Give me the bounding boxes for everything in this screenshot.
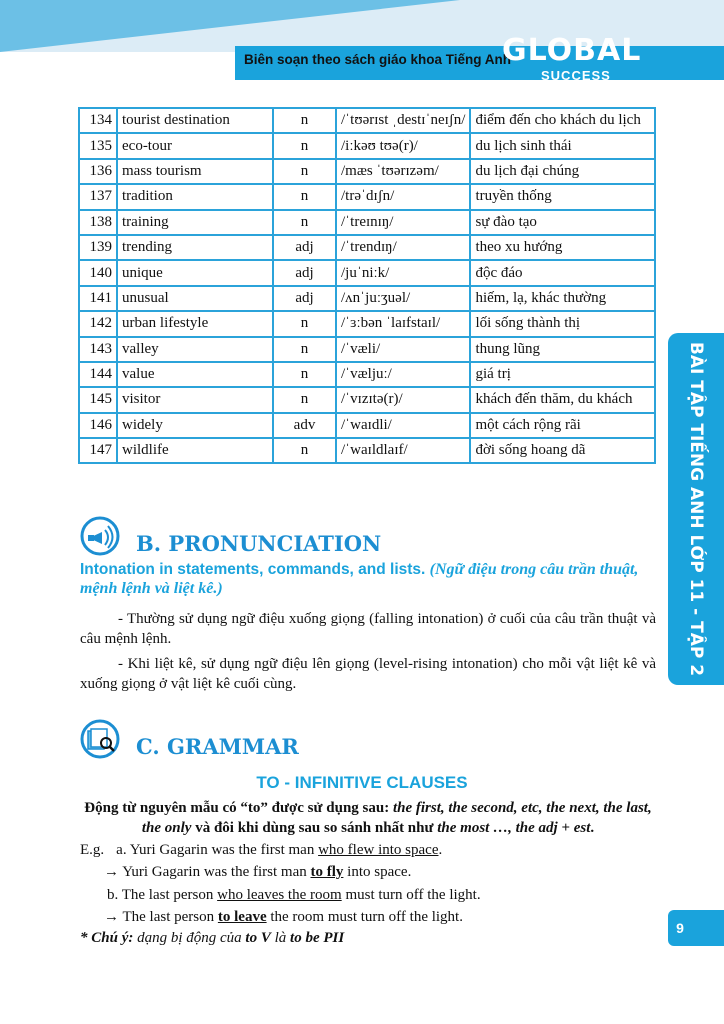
row-word: training: [117, 210, 273, 235]
example-label: b.: [107, 887, 119, 903]
row-word: mass tourism: [117, 159, 273, 184]
row-part-of-speech: n: [273, 184, 336, 209]
row-meaning: thung lũng: [470, 337, 655, 362]
page-number: 9: [676, 920, 684, 936]
row-number: 138: [79, 210, 117, 235]
para-2-text: - Khi liệt kê, sử dụng ngữ điệu lên giọng (level-rising intonation) cho mỗi vật liệt kê và xuống giọng ở vật liệt kê cuối cùng.: [80, 656, 656, 692]
vocabulary-table: [78, 107, 656, 464]
example-b: [107, 885, 481, 905]
row-word: trending: [117, 235, 273, 260]
example-b-rewrite: [104, 907, 463, 927]
side-tab: [668, 333, 724, 685]
example-label: a.: [116, 842, 127, 858]
example-text: the room must turn off the light.: [266, 909, 463, 925]
table-row: [79, 387, 655, 412]
row-meaning: du lịch đại chúng: [470, 159, 655, 184]
example-text: The last person: [122, 909, 218, 925]
pronunciation-subheading: [80, 560, 660, 598]
row-meaning: độc đáo: [470, 260, 655, 285]
row-part-of-speech: n: [273, 108, 336, 133]
side-tab-label: BÀI TẬP TIẾNG ANH LỚP 11 - TẬP 2: [686, 341, 706, 677]
row-part-of-speech: adj: [273, 235, 336, 260]
row-pronunciation: /ˈwaɪldlaɪf/: [336, 438, 470, 463]
grammar-book-icon: [80, 719, 120, 759]
row-pronunciation: /ˈvæljuː/: [336, 362, 470, 387]
example-text: into space.: [343, 864, 412, 880]
example-text: Yuri Gagarin was the first man: [122, 864, 311, 880]
row-meaning: khách đến thăm, du khách: [470, 387, 655, 412]
row-part-of-speech: n: [273, 133, 336, 158]
row-pronunciation: /trəˈdɪʃn/: [336, 184, 470, 209]
row-pronunciation: /mæs ˈtʊərɪzəm/: [336, 159, 470, 184]
row-word: urban lifestyle: [117, 311, 273, 336]
pronunciation-para-1: [80, 609, 656, 649]
table-row: [79, 260, 655, 285]
row-number: 135: [79, 133, 117, 158]
example-text: must turn off the light.: [341, 887, 481, 903]
row-word: unique: [117, 260, 273, 285]
row-number: 144: [79, 362, 117, 387]
table-row: [79, 108, 655, 133]
row-part-of-speech: n: [273, 337, 336, 362]
row-pronunciation: /ˈtrendɪŋ/: [336, 235, 470, 260]
row-word: visitor: [117, 387, 273, 412]
table-row: [79, 184, 655, 209]
row-part-of-speech: n: [273, 438, 336, 463]
pronunciation-para-2: [80, 654, 656, 694]
table-row: [79, 133, 655, 158]
row-word: value: [117, 362, 273, 387]
row-number: 142: [79, 311, 117, 336]
row-number: 146: [79, 413, 117, 438]
table-row: [79, 286, 655, 311]
example-text: Yuri Gagarin was the first man: [129, 842, 319, 858]
row-part-of-speech: adj: [273, 286, 336, 311]
row-pronunciation: /ˈɜːbən ˈlaɪfstaɪl/: [336, 311, 470, 336]
desc-part: the first, the second, etc, the next, the last, the only: [141, 800, 652, 836]
row-part-of-speech: n: [273, 311, 336, 336]
row-word: valley: [117, 337, 273, 362]
row-word: wildlife: [117, 438, 273, 463]
row-number: 139: [79, 235, 117, 260]
example-a-rewrite: [104, 862, 411, 882]
row-pronunciation: /ʌnˈjuːʒuəl/: [336, 286, 470, 311]
row-pronunciation: /iːkəʊ tʊə(r)/: [336, 133, 470, 158]
logo-global: GLOBAL: [502, 33, 642, 68]
row-word: unusual: [117, 286, 273, 311]
table-row: [79, 311, 655, 336]
note-text: to V: [245, 930, 271, 946]
page-number-tab: [668, 910, 724, 946]
row-meaning: hiếm, lạ, khác thường: [470, 286, 655, 311]
row-pronunciation: /ˈtreɪnɪŋ/: [336, 210, 470, 235]
row-part-of-speech: adj: [273, 260, 336, 285]
row-meaning: du lịch sinh thái: [470, 133, 655, 158]
note-text: dạng bị động của: [133, 930, 246, 946]
pronunciation-heading: B. PRONUNCIATION: [136, 531, 382, 556]
grammar-heading: C. GRAMMAR: [136, 734, 299, 759]
header-triangle: [0, 0, 460, 52]
row-number: 137: [79, 184, 117, 209]
row-meaning: theo xu hướng: [470, 235, 655, 260]
row-meaning: điểm đến cho khách du lịch: [470, 108, 655, 133]
table-row: [79, 337, 655, 362]
note-text: to be PII: [290, 930, 345, 946]
desc-part: Động từ nguyên mẫu có “to” được sử dụng sau:: [84, 800, 393, 816]
desc-part: và đôi khi dùng sau so sánh nhất như: [191, 820, 438, 836]
desc-part: the most …, the adj + est: [437, 820, 591, 836]
row-number: 136: [79, 159, 117, 184]
row-word: tradition: [117, 184, 273, 209]
example-text: The last person: [121, 887, 218, 903]
row-meaning: một cách rộng rãi: [470, 413, 655, 438]
row-number: 143: [79, 337, 117, 362]
row-pronunciation: /ˈtʊərɪst ˌdestɪˈneɪʃn/: [336, 108, 470, 133]
table-row: [79, 235, 655, 260]
table-row: [79, 438, 655, 463]
row-word: tourist destination: [117, 108, 273, 133]
grammar-description: [80, 798, 656, 838]
example-underlined: who flew into space: [318, 842, 439, 858]
grammar-note: [80, 930, 344, 947]
row-part-of-speech: adv: [273, 413, 336, 438]
vocabulary-table-body: [79, 108, 655, 463]
row-meaning: đời sống hoang dã: [470, 438, 655, 463]
row-pronunciation: /ˈwaɪdli/: [336, 413, 470, 438]
speaker-icon: [80, 516, 120, 556]
row-part-of-speech: n: [273, 387, 336, 412]
row-meaning: sự đào tạo: [470, 210, 655, 235]
arrow-icon: →: [104, 909, 119, 925]
arrow-icon: →: [104, 864, 119, 880]
row-word: widely: [117, 413, 273, 438]
row-number: 147: [79, 438, 117, 463]
para-1-text: - Thường sử dụng ngữ điệu xuống giọng (falling intonation) ở cuối của câu trần thuật và câu mệnh lệnh.: [80, 611, 656, 647]
row-number: 140: [79, 260, 117, 285]
row-word: eco-tour: [117, 133, 273, 158]
example-underlined: to fly: [310, 864, 344, 880]
table-row: [79, 210, 655, 235]
table-row: [79, 159, 655, 184]
note-text: là: [270, 930, 291, 946]
row-meaning: truyền thống: [470, 184, 655, 209]
table-row: [79, 413, 655, 438]
desc-part: .: [590, 820, 595, 836]
row-pronunciation: /ˈvɪzɪtə(r)/: [336, 387, 470, 412]
row-part-of-speech: n: [273, 362, 336, 387]
eg-label: E.g.: [80, 842, 105, 858]
row-part-of-speech: n: [273, 210, 336, 235]
header-subtitle: Biên soạn theo sách giáo khoa Tiếng Anh: [244, 52, 512, 67]
row-pronunciation: /ˈvæli/: [336, 337, 470, 362]
example-text: .: [438, 842, 443, 858]
subheading-vi: (Ngữ điệu trong câu trần thuật, mệnh lệnh và liệt kê.): [80, 561, 639, 597]
example-a: [80, 840, 442, 860]
logo-success: SUCCESS: [541, 68, 611, 83]
row-number: 145: [79, 387, 117, 412]
example-underlined: who leaves the room: [217, 887, 342, 903]
row-part-of-speech: n: [273, 159, 336, 184]
table-row: [79, 362, 655, 387]
example-underlined: to leave: [217, 909, 267, 925]
row-number: 141: [79, 286, 117, 311]
row-meaning: lối sống thành thị: [470, 311, 655, 336]
subheading-en: Intonation in statements, commands, and lists.: [80, 561, 426, 578]
row-meaning: giá trị: [470, 362, 655, 387]
row-pronunciation: /juˈniːk/: [336, 260, 470, 285]
grammar-subtitle: TO - INFINITIVE CLAUSES: [256, 773, 468, 792]
row-number: 134: [79, 108, 117, 133]
note-label: * Chú ý:: [80, 930, 134, 946]
